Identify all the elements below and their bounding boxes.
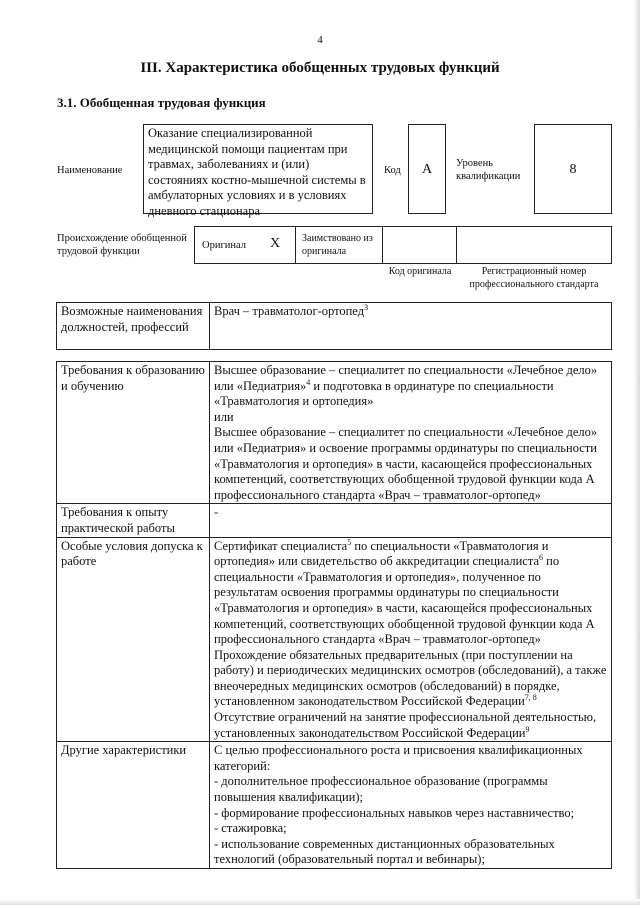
footnote-ref: 9 xyxy=(525,724,530,734)
education-text: Высшее образование – специалитет по специальности «Лечебное дело» или «Педиатрия» и освоение программы ординатуры по специальности «Травматология и ортопедия» в части, касающейся профессиональных компетенций, соответствующих обобщенной трудовой функции кода А профессионального стандарта «Врач – травматолог-ортопед» xyxy=(214,425,598,502)
page-number: 4 xyxy=(317,34,323,46)
education-value xyxy=(210,362,612,504)
borrowed-label: Заимствовано из оригинала xyxy=(302,233,373,257)
table-row xyxy=(57,504,612,537)
special-text: Прохождение обязательных предварительных (при поступлении на работу) и периодических медицинских осмотров (обследований), а также внеочередных медицинских осмотров (обследований) в порядке, установленном законодательством Российской Федерации xyxy=(214,647,607,709)
code-label: Код xyxy=(384,165,401,176)
regnum-caption: Регистрационный номер профессионального стандарта xyxy=(469,266,599,290)
footnote-ref: 5 xyxy=(347,537,352,547)
scan-edge xyxy=(634,0,640,905)
other-intro: С целью профессионального роста и присвоения квалификационных категорий: xyxy=(214,743,583,773)
list-item: - дополнительное профессиональное образование (программы повышения квалификации); xyxy=(214,774,548,805)
experience-label: Требования к опыту практической работы xyxy=(57,504,210,537)
subsection-title: 3.1. Обобщенная трудовая функция xyxy=(57,95,266,110)
footnote-ref: 4 xyxy=(306,377,311,387)
special-text: по специальности «Травматология и ортопедия», полученное по результатам освоения программы ординатуры по специальности «Травматология и ортопедия» в части, касающейся профессиональных компетенций, соответствующих обобщенной трудовой функции кода А профессионального стандарта «Врач – травматолог-ортопед» xyxy=(214,554,595,647)
experience-value: - xyxy=(210,504,612,537)
original-label: Оригинал xyxy=(202,240,246,251)
name-value: Оказание специализированной медицинской помощи пациентам при травмах, заболеваниях и (или) состояниях костно-мышечной системы в амбулаторных условиях и в условиях дневного стационара xyxy=(143,124,373,214)
positions-value-text: Врач – травматолог-ортопед xyxy=(214,304,365,318)
special-text: по специальности «Травматология и ортопедия» или свидетельство об аккредитации специалиста xyxy=(214,538,549,569)
footnote-ref: 7, 8 xyxy=(524,693,537,703)
table-row xyxy=(57,742,612,869)
code-original-caption: Код оригинала xyxy=(388,266,452,277)
requirements-table xyxy=(56,361,612,869)
divider xyxy=(295,226,296,264)
list-item: - использование современных дистанционных образовательных технологий (образовательный портал и вебинары); xyxy=(214,836,555,867)
list-item: - формирование профессиональных навыков через наставничество; xyxy=(214,805,575,820)
other-value xyxy=(210,742,612,869)
scan-edge xyxy=(0,899,640,905)
education-text: Высшее образование – специалитет по специальности «Лечебное дело» или «Педиатрия» xyxy=(214,363,598,393)
name-label: Наименование xyxy=(57,165,123,176)
special-text: Сертификат специалиста xyxy=(214,538,348,553)
table-row xyxy=(57,537,612,742)
section-title: III. Характеристика обобщенных трудовых функций xyxy=(140,60,500,76)
positions-value xyxy=(210,303,612,350)
education-text: и подготовка в ординатуре по специальности «Травматология и ортопедия» xyxy=(214,378,554,409)
table-row xyxy=(57,362,612,504)
divider xyxy=(456,226,457,264)
code-value: А xyxy=(408,124,446,214)
original-mark: Х xyxy=(270,236,281,251)
positions-table xyxy=(56,302,612,350)
footnote-ref: 3 xyxy=(364,302,369,312)
footnote-ref: 6 xyxy=(539,552,543,562)
list-item: - стажировка; xyxy=(214,821,287,836)
special-text: Отсутствие ограничений на занятие профессиональной деятельностью, установленных законодательством Российской Федерации xyxy=(214,710,597,740)
other-label: Другие характеристики xyxy=(57,742,210,869)
table-row xyxy=(57,303,612,350)
level-label: Уровень квалификации xyxy=(456,158,521,182)
level-value: 8 xyxy=(534,124,612,214)
origin-row xyxy=(194,226,612,264)
special-label: Особые условия допуска к работе xyxy=(57,537,210,742)
special-value xyxy=(210,537,612,742)
education-or: или xyxy=(214,409,234,424)
education-label: Требования к образованию и обучению xyxy=(57,362,210,504)
positions-label: Возможные наименования должностей, профессий xyxy=(57,303,210,350)
divider xyxy=(382,226,383,264)
origin-label: Происхождение обобщенной трудовой функции xyxy=(57,233,187,257)
